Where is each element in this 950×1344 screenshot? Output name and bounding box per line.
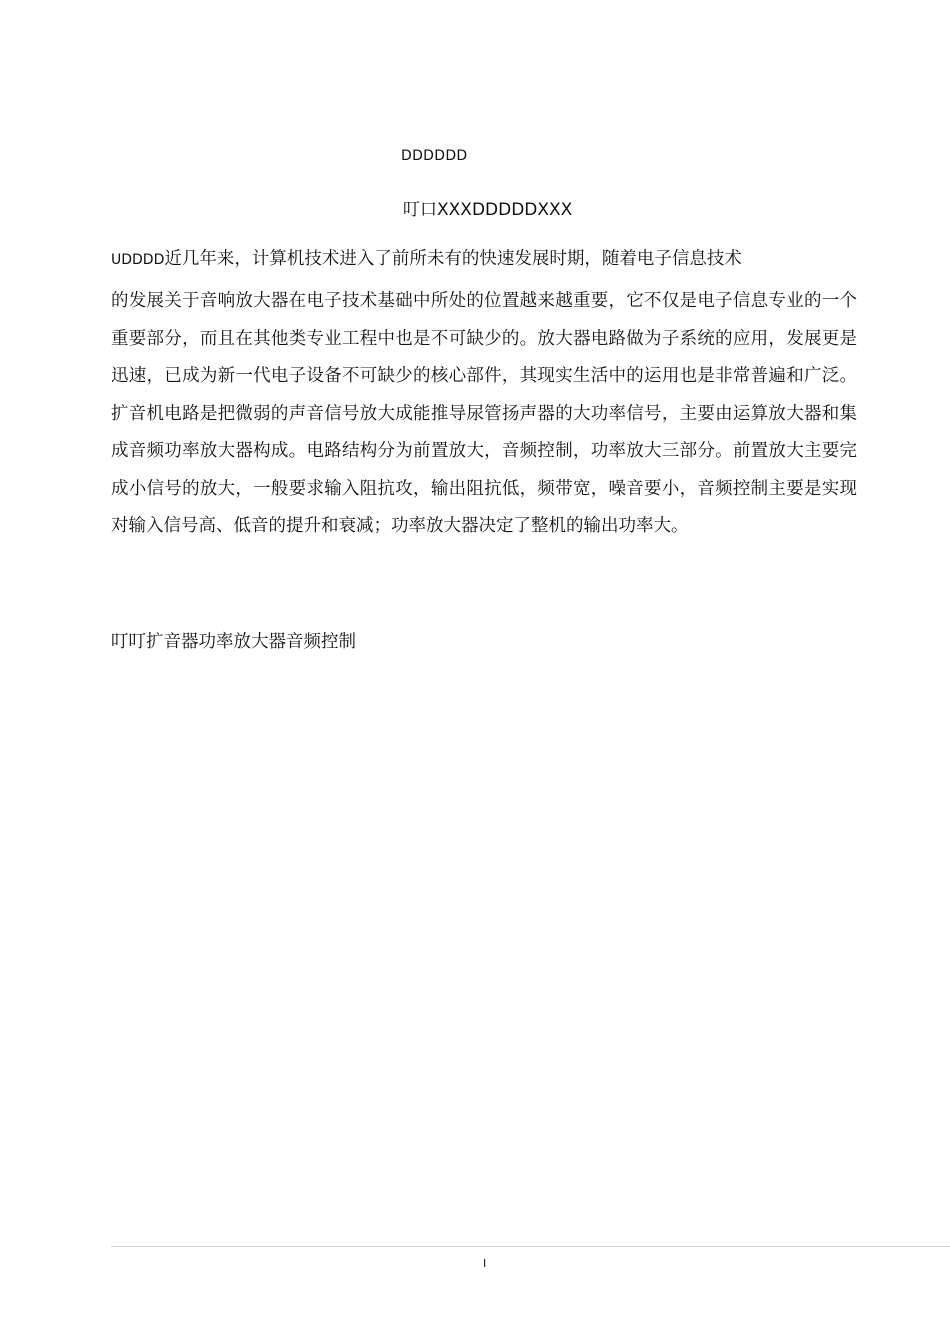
document-title: DDDDDD [401, 148, 468, 164]
footer-divider [111, 1246, 950, 1247]
subtitle-prefix: 叮口 [403, 200, 437, 220]
abstract-lead: UDDDD [111, 252, 165, 268]
page-number: I [483, 1257, 487, 1270]
document-subtitle [403, 195, 572, 220]
subtitle-latin: XXXDDDDDXXX [437, 200, 573, 220]
abstract-first-text: 近几年来，计算机技术进入了前所未有的快速发展时期，随着电子信息技术 [164, 249, 742, 269]
keywords-line: 叮叮扩音器功率放大器音频控制 [111, 632, 356, 652]
abstract-first-line [111, 245, 742, 270]
abstract-body: 的发展关于音响放大器在电子技术基础中所处的位置越来越重要，它不仅是电子信息专业的一个重要部分，而且在其他类专业工程中也是不可缺少的。放大器电路做为子系统的应用，发展更是迅速，已成为新一代电子设备不可缺少的核心部件，其现实生活中的运用也是非常普遍和广泛。扩音机电路是把微弱的声音信号放大成能推导尿管扬声器的大功率信号，主要由运算放大器和集成音频功率放大器构成。电路结构分为前置放大，音频控制，功率放大三部分。前置放大主要完成小信号的放大，一般要求输入阻抗攻，输出阻抗低，频带宽，噪音要小，音频控制主要是实现对输入信号高、低音的提升和衰减；功率放大器决定了整机的输出功率大。 [111, 291, 857, 536]
